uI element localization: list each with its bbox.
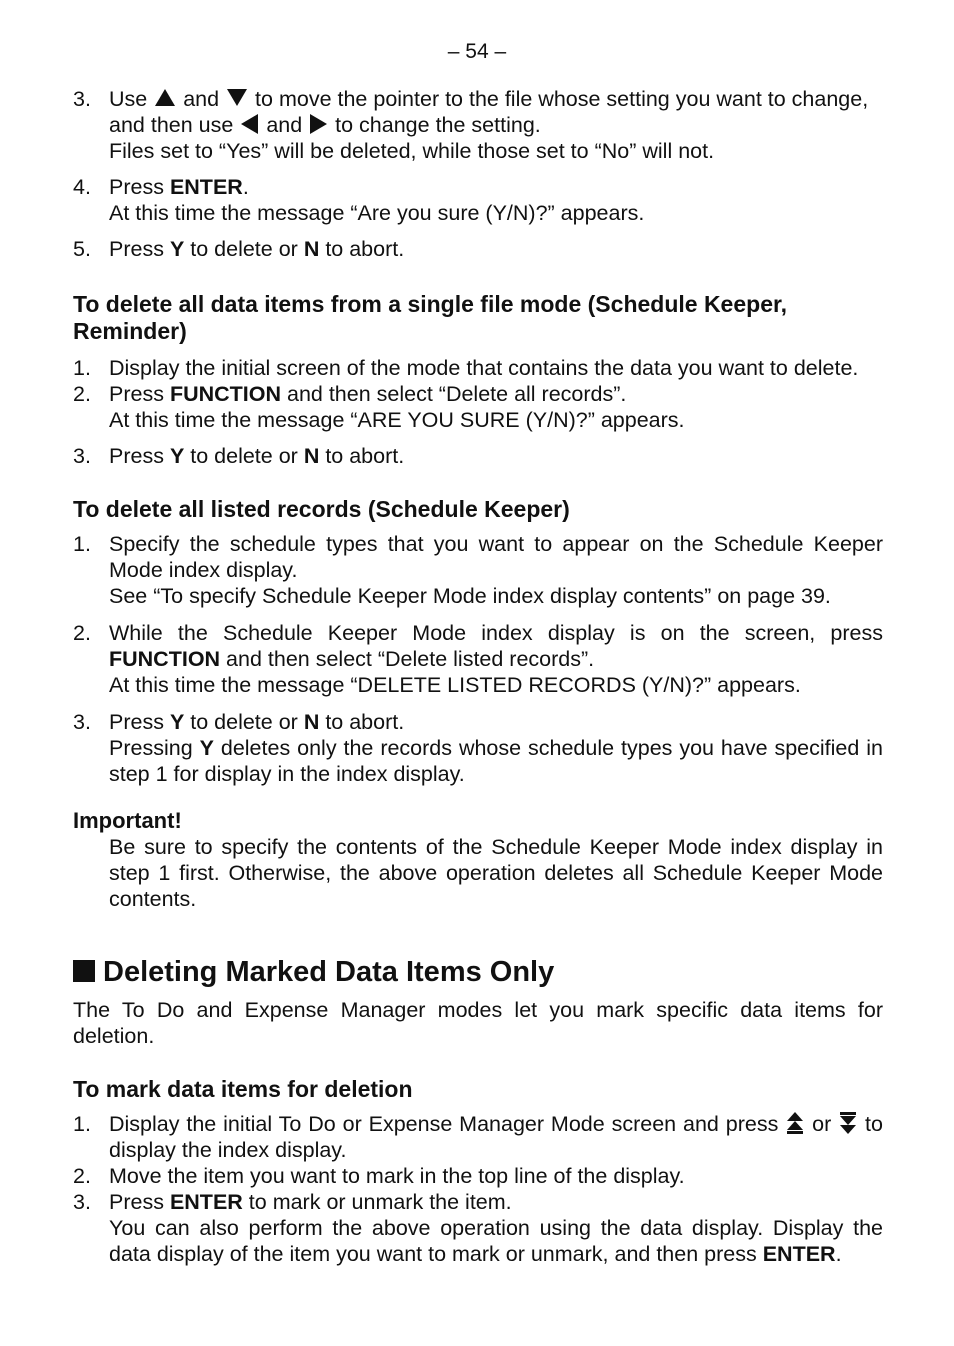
section-delete-listed-records (73, 496, 883, 787)
key-label: N (303, 444, 320, 468)
section-heading: To mark data items for deletion (73, 1076, 413, 1102)
black-square-icon (73, 960, 95, 982)
step-note: See “To specify Schedule Keeper Mode index display contents” on page 39. (109, 584, 831, 608)
step-number: 3. (73, 1190, 91, 1214)
step-2: 2. While the Schedule Keeper Mode index display is on the screen, press FUNCTION and then select “Delete listed records”. At this time the message “DELETE LISTED RECORDS (Y/N)?” appears. (73, 621, 883, 697)
up-arrow-icon (155, 89, 175, 106)
key-label: Y (169, 237, 185, 261)
step-number: 5. (73, 237, 91, 261)
step-2: 2. Move the item you want to mark in the top line of the display. (73, 1164, 685, 1188)
step-note: At this time the message “Are you sure (Y/N)?” appears. (109, 201, 645, 225)
section-mark-items (73, 1076, 883, 1267)
key-label: FUNCTION (109, 647, 221, 671)
step-number: 2. (73, 382, 91, 406)
section-intro: The To Do and Expense Manager modes let you mark specific data items for deletion. (73, 998, 883, 1048)
key-label: Y (169, 710, 185, 734)
step-3: 3. Press ENTER to mark or unmark the item. You can also perform the above operation using the data display. Display the data display of the item you want to mark or unmark, and then press ENTER. (73, 1190, 883, 1266)
step-number: 3. (73, 444, 91, 468)
section-title: Deleting Marked Data Items Only (73, 955, 883, 989)
step-2: 2. Press FUNCTION and then select “Delete all records”. At this time the message “ARE YOU SURE (Y/N)?” appears. (73, 381, 883, 433)
down-arrow-icon (227, 89, 247, 106)
step-4: 4. Press ENTER. At this time the message “Are you sure (Y/N)?” appears. (73, 174, 883, 226)
page-number: – 54 – (447, 40, 507, 63)
important-note (73, 808, 883, 912)
key-label: Y (169, 444, 185, 468)
key-label: Y (199, 736, 214, 760)
step-1: 1. Specify the schedule types that you want to appear on the Schedule Keeper Mode index display. See “To specify Schedule Keeper Mode index display contents” on page 39. (73, 532, 883, 608)
step-number: 2. (73, 621, 91, 645)
left-arrow-icon (241, 114, 258, 134)
step-note: Pressing Y deletes only the records whose schedule types you have specified in step 1 for display in the index display. (109, 736, 883, 786)
step-number: 3. (73, 87, 91, 111)
section-delete-all-single-file (73, 291, 883, 469)
step-3: 3. Use and to move the pointer to the file whose setting you want to change, and then use and to change the setting. Files set to “Yes” will be deleted, while those set to “No” will not. (73, 86, 883, 164)
steps-continued (73, 86, 883, 262)
step-number: 4. (73, 175, 91, 199)
key-label: ENTER (762, 1242, 836, 1266)
section-deleting-marked-items (73, 955, 883, 1049)
step-number: 3. (73, 710, 91, 734)
section-heading: To delete all data items from a single file mode (Schedule Keeper, Reminder) (73, 291, 788, 344)
key-label: FUNCTION (169, 382, 282, 406)
important-text: Be sure to specify the contents of the Schedule Keeper Mode index display in step 1 first. Otherwise, the above operation deletes all Schedule Keeper Mode contents. (109, 835, 883, 911)
key-label: ENTER (169, 1190, 243, 1214)
section-heading: To delete all listed records (Schedule Keeper) (73, 496, 570, 522)
step-5: 5. Press Y to delete or N to abort. (73, 237, 405, 261)
step-3: 3. Press Y to delete or N to abort. (73, 444, 405, 468)
step-number: 1. (73, 356, 91, 380)
step-note: At this time the message “ARE YOU SURE (Y/N)?” appears. (109, 408, 685, 432)
double-up-arrow-icon (787, 1112, 803, 1134)
step-note: You can also perform the above operation using the data display. Display the data display of the item you want to mark or unmark, and then press ENTER. (109, 1216, 883, 1266)
step-number: 2. (73, 1164, 91, 1188)
important-heading: Important! (73, 808, 182, 833)
step-note: Files set to “Yes” will be deleted, while those set to “No” will not. (109, 139, 715, 163)
right-arrow-icon (310, 114, 327, 134)
key-label: N (303, 237, 320, 261)
step-note: At this time the message “DELETE LISTED RECORDS (Y/N)?” appears. (109, 673, 801, 697)
double-down-arrow-icon (840, 1112, 856, 1134)
step-1: 1. Display the initial To Do or Expense Manager Mode screen and press or to display the index display. (73, 1112, 883, 1162)
step-3: 3. Press Y to delete or N to abort. Pressing Y deletes only the records whose schedule types you have specified in step 1 for display in the index display. (73, 710, 883, 786)
step-1: 1. Display the initial screen of the mode that contains the data you want to delete. (73, 356, 859, 380)
step-number: 1. (73, 1112, 91, 1136)
key-label: ENTER (169, 175, 243, 199)
step-number: 1. (73, 532, 91, 556)
key-label: N (303, 710, 320, 734)
